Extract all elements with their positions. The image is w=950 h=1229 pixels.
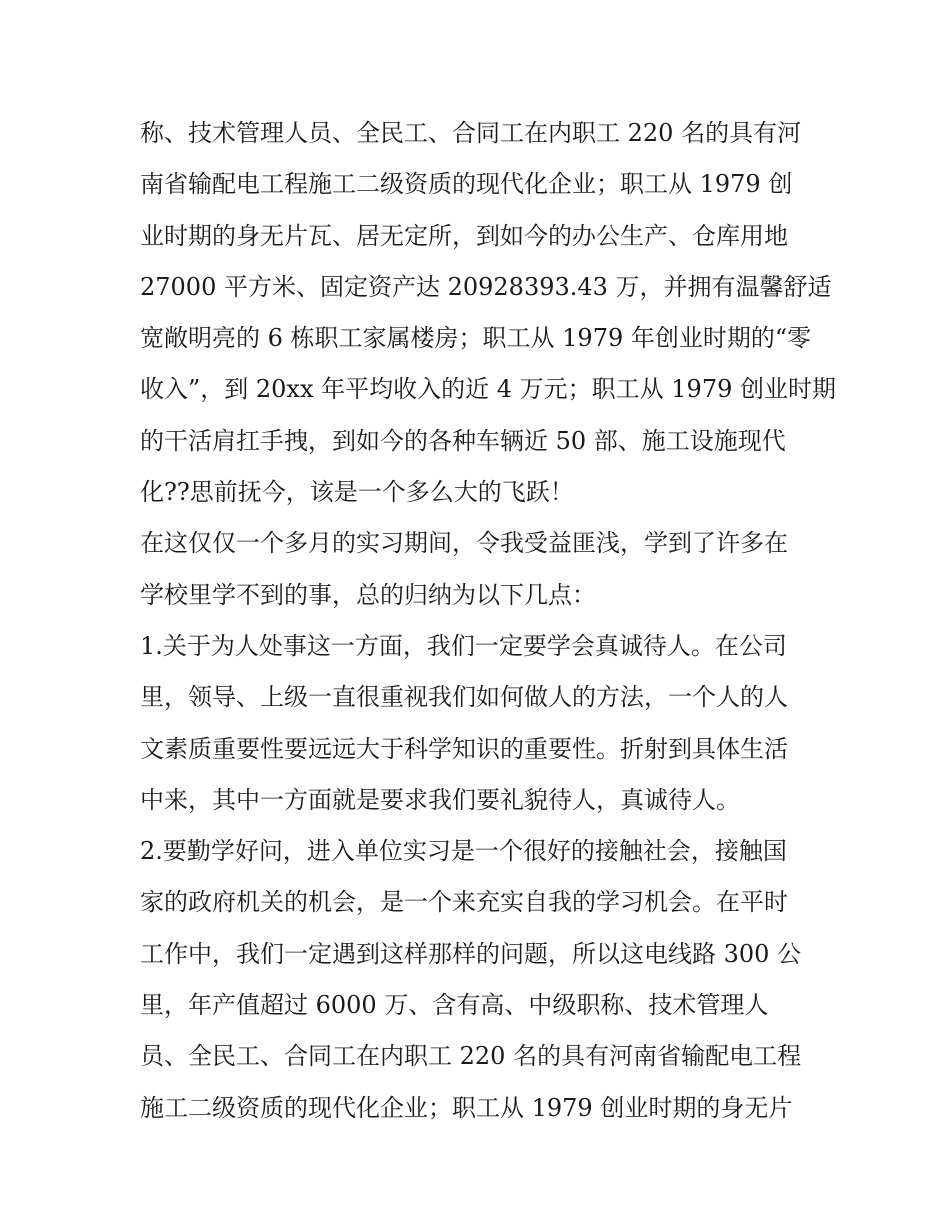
text-line: 学校里学不到的事，总的归纳为以下几点： xyxy=(140,580,596,609)
text-line: 化??思前抚今，该是一个多么大的飞跃！ xyxy=(140,478,574,507)
paragraph-start-line: 在这仅仅一个多月的实习期间，令我受益匪浅，学到了许多在 xyxy=(140,529,788,558)
text-line: 里，领导、上级一直很重视我们如何做人的方法，一个人的人 xyxy=(140,683,788,712)
text-line: 收入”，到 20xx 年平均收入的近 4 万元；职工从 1979 创业时期 xyxy=(140,375,836,404)
text-line: 家的政府机关的机会，是一个来充实自我的学习机会。在平时 xyxy=(140,888,788,917)
body-text xyxy=(140,108,836,1134)
text-line: 文素质重要性要远远大于科学知识的重要性。折射到具体生活 xyxy=(140,734,788,763)
text-line: 员、全民工、合同工在内职工 220 名的具有河南省输配电工程 xyxy=(140,1042,802,1071)
text-line: 中来，其中一方面就是要求我们要礼貌待人，真诚待人。 xyxy=(140,785,740,814)
text-line: 宽敞明亮的 6 栋职工家属楼房；职工从 1979 年创业时期的“零 xyxy=(140,324,812,353)
text-line: 27000 平方米、固定资产达 20928393.43 万，并拥有温馨舒适 xyxy=(140,272,832,301)
text-line: 的干活肩扛手拽，到如今的各种车辆近 50 部、施工设施现代 xyxy=(140,426,786,455)
text-line: 南省输配电工程施工二级资质的现代化企业；职工从 1979 创 xyxy=(140,170,793,199)
text-line: 施工二级资质的现代化企业；职工从 1979 创业时期的身无片 xyxy=(140,1093,793,1122)
list-item-2-line: 2.要勤学好问，进入单位实习是一个很好的接触社会，接触国 xyxy=(140,837,787,866)
list-item-1-line: 1.关于为人处事这一方面，我们一定要学会真诚待人。在公司 xyxy=(140,631,787,660)
text-line: 称、技术管理人员、全民工、合同工在内职工 220 名的具有河 xyxy=(140,119,802,147)
text-line: 工作中，我们一定遇到这样那样的问题，所以这电线路 300 公 xyxy=(140,939,802,968)
text-line: 里，年产值超过 6000 万、含有高、中级职称、技术管理人 xyxy=(140,991,769,1020)
text-line: 业时期的身无片瓦、居无定所，到如今的办公生产、仓库用地 xyxy=(140,221,788,250)
